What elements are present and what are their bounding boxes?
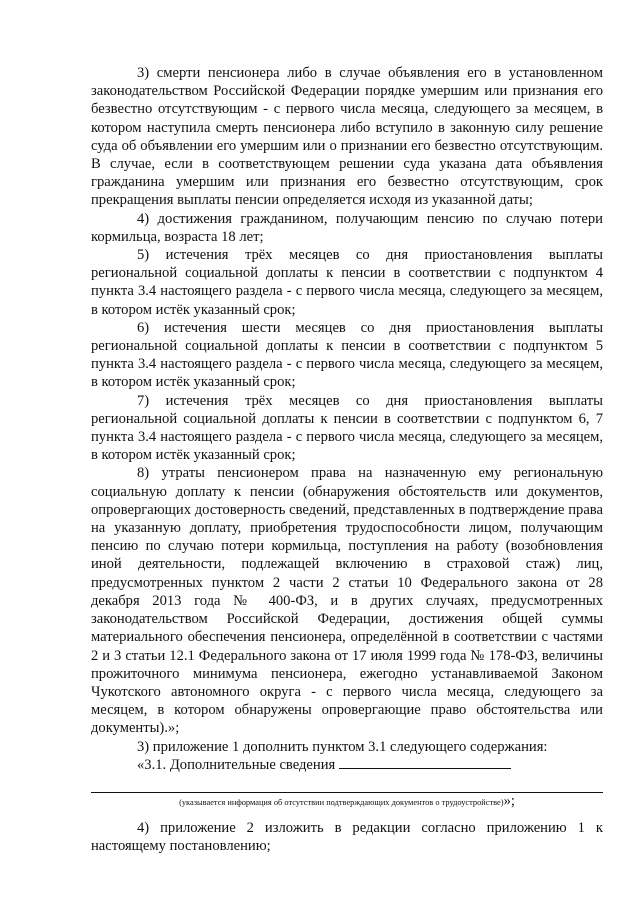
fill-in-rule: [91, 774, 603, 793]
paragraph-item-8: 8) утраты пенсионером права на назначенную ему региональную социальную доплату к пенсии (обнаружения обстоятельств или документов, опровергающих достоверность сведений, представленных в подтверждение права на указанную доплату, приобретения трудоспособности лицом, получающим пенсию по случаю потери кормильца, поступления на работу (возобновления иной деятельности, подлежащей включению в страховой стаж) лиц, предусмотренных пунктом 2 части 2 статьи 10 Федерального закона от 28 декабря 2013 года № 400-ФЗ, и в других случаях, предусмотренных законодательством Российской Федерации, достижения общей суммы материального обеспечения пенсионера, определённой в соответствии с частями 2 и 3 статьи 12.1 Федерального закона от 17 июля 1999 года № 178-ФЗ, величины прожиточного минимума пенсионера, ежегодно устанавливаемой Законом Чукотского автономного округа - с первого числа месяца, следующего за месяцем, в котором обнаружены опровергающие право обстоятельства или документы).»;: [91, 465, 603, 737]
field-caption-row: [91, 792, 603, 813]
field-caption: (указывается информация об отсутствии подтверждающих документов о трудоустройстве): [179, 797, 504, 807]
paragraph-item-5: 5) истечения трёх месяцев со дня приостановления выплаты региональной социальной доплаты к пенсии в соответствии с подпунктом 4 пункта 3.4 настоящего раздела - с первого числа месяца, следующего за месяцем, в котором истёк указанный срок;: [91, 247, 603, 318]
document-page: [91, 64, 603, 855]
additional-info-label: «3.1. Дополнительные сведения: [137, 756, 336, 773]
paragraph-appendix-1-amendment: 3) приложение 1 дополнить пунктом 3.1 следующего содержания:: [137, 738, 548, 755]
paragraph-item-7: 7) истечения трёх месяцев со дня приостановления выплаты региональной социальной доплаты к пенсии в соответствии с подпунктом 6, 7 пункта 3.4 настоящего раздела - с первого числа месяца, следующего за месяцем, в котором истёк указанный срок;: [91, 392, 603, 464]
additional-info-fill-line: [339, 756, 511, 769]
additional-info-field-row: [91, 756, 603, 774]
paragraph-item-4: 4) достижения гражданином, получающим пенсию по случаю потери кормильца, возраста 18 лет;: [91, 210, 603, 245]
field-caption-tail: »;: [503, 792, 515, 809]
paragraph-item-3: 3) смерти пенсионера либо в случае объявления его в установленном законодательством Российской Федерации порядке умершим или признания его безвестно отсутствующим - с первого числа месяца, следующего за месяцем, в котором наступила смерть пенсионера либо вступило в законную силу решение суда об объявлении его умершим или о признании его безвестно отсутствующим. В случае, если в соответствующем решении суда указана дата объявления гражданина умершим или признания его безвестно отсутствующим, срок прекращения выплаты пенсии определяется исходя из указанной даты;: [91, 65, 603, 209]
paragraph-item-6: 6) истечения шести месяцев со дня приостановления выплаты региональной социальной доплаты к пенсии в соответствии с подпунктом 5 пункта 3.4 настоящего раздела - с первого числа месяца, следующего за месяцем, в котором истёк указанный срок;: [91, 319, 603, 391]
paragraph-appendix-2-amendment: 4) приложение 2 изложить в редакции согласно приложению 1 к настоящему постановлению;: [91, 819, 603, 855]
